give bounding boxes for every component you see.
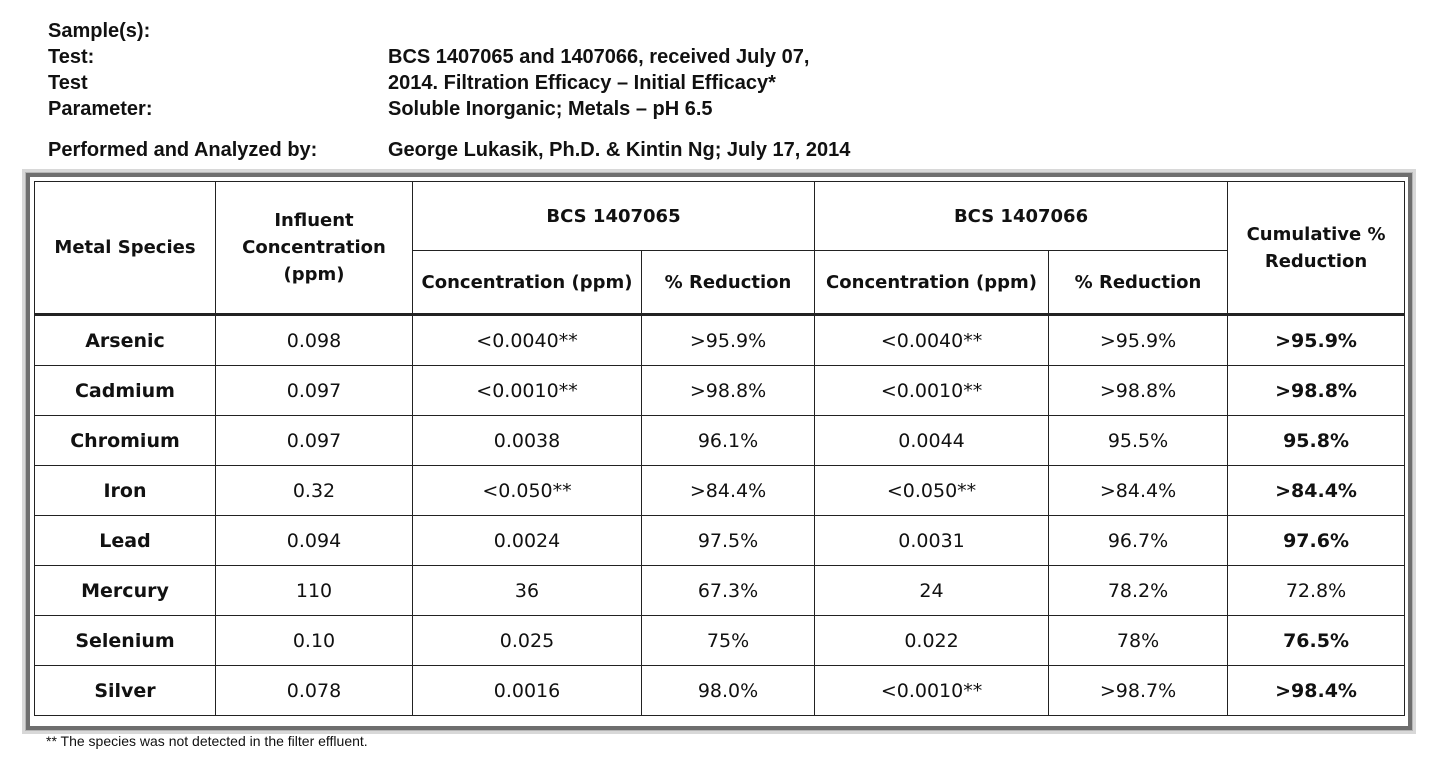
reduction-1-cell: 75% (642, 616, 815, 666)
footnote: ** The species was not detected in the filter effluent. (46, 733, 368, 749)
species-cell: Silver (35, 666, 216, 716)
influent-cell: 110 (216, 566, 413, 616)
results-table (34, 181, 1405, 716)
table-row (35, 366, 1405, 416)
table-row (35, 666, 1405, 716)
species-cell: Cadmium (35, 366, 216, 416)
reduction-2-cell: >98.7% (1049, 666, 1228, 716)
concentration-1-cell: 36 (413, 566, 642, 616)
influent-cell: 0.078 (216, 666, 413, 716)
concentration-1-cell: 0.025 (413, 616, 642, 666)
header-influent-concentration: Influent Concentration (ppm) (216, 182, 413, 315)
concentration-1-cell: 0.0016 (413, 666, 642, 716)
influent-cell: 0.094 (216, 516, 413, 566)
reduction-1-cell: >84.4% (642, 466, 815, 516)
reduction-2-cell: 96.7% (1049, 516, 1228, 566)
reduction-1-cell: 98.0% (642, 666, 815, 716)
concentration-1-cell: 0.0024 (413, 516, 642, 566)
test-description-line-2: 2014. Filtration Efficacy – Initial Efficacy* (388, 72, 776, 94)
influent-cell: 0.10 (216, 616, 413, 666)
table-row (35, 566, 1405, 616)
test-description-line-1: BCS 1407065 and 1407066, received July 07, (388, 46, 810, 68)
cumulative-cell: >84.4% (1228, 466, 1405, 516)
table-row (35, 516, 1405, 566)
concentration-1-cell: <0.050** (413, 466, 642, 516)
parameter-value: Soluble Inorganic; Metals – pH 6.5 (388, 98, 713, 120)
influent-cell: 0.098 (216, 315, 413, 366)
influent-cell: 0.097 (216, 366, 413, 416)
cumulative-cell: 95.8% (1228, 416, 1405, 466)
subheader-reduction-2: % Reduction (1049, 251, 1228, 315)
concentration-1-cell: <0.0040** (413, 315, 642, 366)
species-cell: Arsenic (35, 315, 216, 366)
header-metal-species: Metal Species (35, 182, 216, 315)
influent-cell: 0.32 (216, 466, 413, 516)
reduction-2-cell: 95.5% (1049, 416, 1228, 466)
concentration-2-cell: 0.0031 (815, 516, 1049, 566)
table-row (35, 416, 1405, 466)
influent-cell: 0.097 (216, 416, 413, 466)
reduction-2-cell: >95.9% (1049, 315, 1228, 366)
cumulative-cell: >98.4% (1228, 666, 1405, 716)
samples-label: Sample(s): (48, 20, 151, 42)
reduction-2-cell: >98.8% (1049, 366, 1228, 416)
concentration-2-cell: <0.0040** (815, 315, 1049, 366)
concentration-2-cell: <0.050** (815, 466, 1049, 516)
reduction-1-cell: 67.3% (642, 566, 815, 616)
concentration-1-cell: <0.0010** (413, 366, 642, 416)
reduction-2-cell: >84.4% (1049, 466, 1228, 516)
concentration-2-cell: 0.022 (815, 616, 1049, 666)
subheader-concentration-1: Concentration (ppm) (413, 251, 642, 315)
reduction-2-cell: 78.2% (1049, 566, 1228, 616)
species-cell: Lead (35, 516, 216, 566)
parameter-label: Parameter: (48, 98, 153, 120)
header-bcs-1407066: BCS 1407066 (815, 182, 1228, 251)
cumulative-cell: 76.5% (1228, 616, 1405, 666)
reduction-1-cell: 97.5% (642, 516, 815, 566)
cumulative-cell: >98.8% (1228, 366, 1405, 416)
species-cell: Chromium (35, 416, 216, 466)
concentration-2-cell: <0.0010** (815, 666, 1049, 716)
performed-by-value: George Lukasik, Ph.D. & Kintin Ng; July 17, 2014 (388, 139, 851, 161)
test-label: Test: (48, 46, 95, 68)
reduction-2-cell: 78% (1049, 616, 1228, 666)
concentration-2-cell: <0.0010** (815, 366, 1049, 416)
cumulative-cell: 97.6% (1228, 516, 1405, 566)
test-label-2: Test (48, 72, 88, 94)
header-cumulative-reduction: Cumulative % Reduction (1228, 182, 1405, 315)
performed-by-label: Performed and Analyzed by: (48, 139, 318, 161)
reduction-1-cell: >95.9% (642, 315, 815, 366)
table-row (35, 466, 1405, 516)
species-cell: Mercury (35, 566, 216, 616)
concentration-1-cell: 0.0038 (413, 416, 642, 466)
concentration-2-cell: 0.0044 (815, 416, 1049, 466)
table-row (35, 315, 1405, 366)
species-cell: Iron (35, 466, 216, 516)
concentration-2-cell: 24 (815, 566, 1049, 616)
subheader-concentration-2: Concentration (ppm) (815, 251, 1049, 315)
species-cell: Selenium (35, 616, 216, 666)
reduction-1-cell: 96.1% (642, 416, 815, 466)
cumulative-cell: >95.9% (1228, 315, 1405, 366)
header-bcs-1407065: BCS 1407065 (413, 182, 815, 251)
cumulative-cell: 72.8% (1228, 566, 1405, 616)
reduction-1-cell: >98.8% (642, 366, 815, 416)
table-row (35, 616, 1405, 666)
subheader-reduction-1: % Reduction (642, 251, 815, 315)
